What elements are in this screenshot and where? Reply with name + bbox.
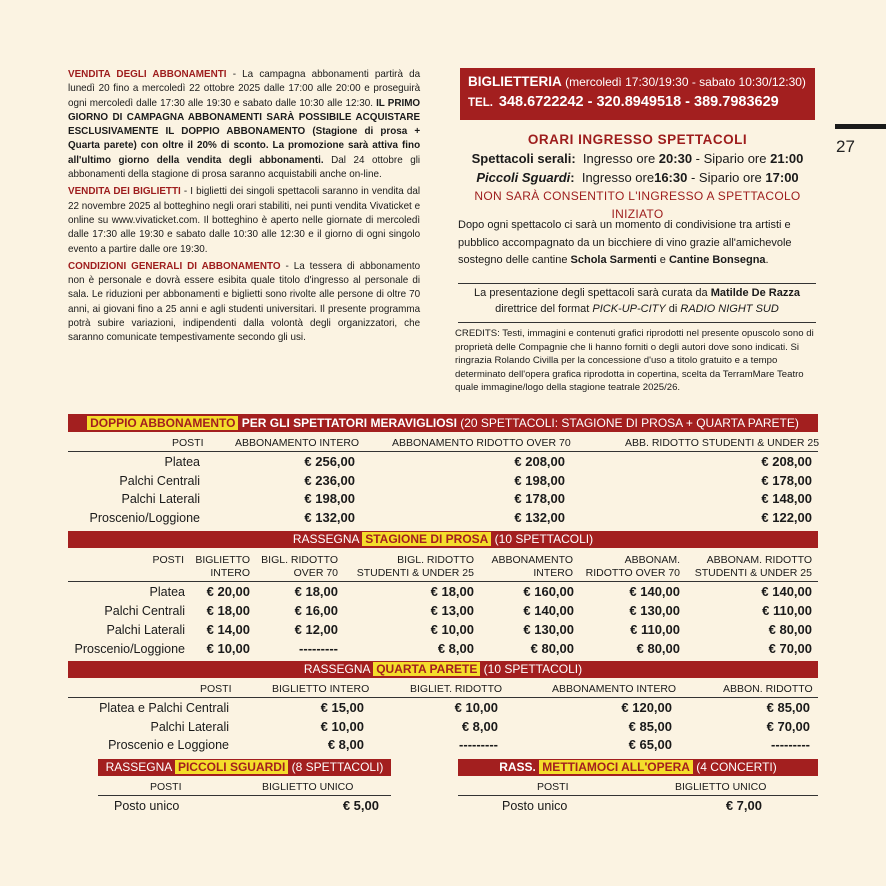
orari-heading: ORARI INGRESSO SPETTACOLI <box>527 132 748 147</box>
price-cell: € 85,00 <box>766 700 810 715</box>
price-cell: € 256,00 <box>304 454 355 469</box>
price-cell: € 178,00 <box>514 491 565 506</box>
divider <box>68 581 818 582</box>
price-cell: --------- <box>459 737 498 752</box>
dopo-spettacolo-text: Dopo ogni spettacolo ci sarà un momento di condivisione tra artisti e pubblico accompagnato da un bicchiere di vino grazie all'amichevole sostegno delle cantine Schola Sarmenti e Cantine Bonsegna. <box>458 219 792 266</box>
divider <box>98 795 391 796</box>
price-cell: --------- <box>771 737 810 752</box>
prosa-header: ABBONAMENTO <box>491 554 573 566</box>
divider <box>68 697 818 698</box>
prosa-header: STUDENTI & UNDER 25 <box>356 567 474 579</box>
price-cell: € 18,00 <box>294 584 338 599</box>
price-cell: € 198,00 <box>304 491 355 506</box>
divider <box>458 795 818 796</box>
phone-numbers[interactable]: 348.6722242 - 320.8949518 - 389.7983629 <box>498 94 779 110</box>
price-cell: --------- <box>299 641 338 656</box>
piccoli-header-posti: POSTI <box>150 781 182 793</box>
abbonamenti-paragraph: VENDITA DEGLI ABBONAMENTI - La campagna abbonamenti partirà da lunedì 20 fino a mercoledì 22 ottobre 2025 dalle 17:00 alle 20:00 e proseguirà ogni mercoledì dalle 17:30 alle 19:30 e sabato dalle 10:30 alle 12:30. IL PRIMO GIORNO DI CAMPAGNA ABBONAMENTI SARÀ POSSIBILE ACQUISTARE ESCLUSIVAMENTE IL DOPPIO ABBONAMENTO (Stagione di prosa + Quarta parete) con oltre il 20% di sconto. La promozione sarà attiva fino all'ultimo giorno della vendita degli abbonamenti. Dal 24 ottobre gli abbonamenti della stagione di prosa saranno acquistabili anche on-line. <box>68 69 421 181</box>
prosa-header: ABBONAM. <box>624 554 680 566</box>
price-cell: € 130,00 <box>629 603 680 618</box>
price-cell: € 14,00 <box>206 622 250 637</box>
quarta-header-ridotto: BIGLIET. RIDOTTO <box>410 683 502 695</box>
price-cell: € 8,00 <box>437 641 474 656</box>
late-entry-warning: NON SARÀ CONSENTITO L'INGRESSO A SPETTACOLO INIZIATO <box>474 189 801 221</box>
condizioni-label: CONDIZIONI GENERALI DI ABBONAMENTO <box>68 260 281 272</box>
price-cell: € 208,00 <box>514 454 565 469</box>
divider <box>458 283 816 284</box>
posto-label: Proscenio e Loggione <box>108 738 229 752</box>
price-cell: € 140,00 <box>629 584 680 599</box>
price-cell: € 8,00 <box>461 718 498 734</box>
credits-text: CREDITS: Testi, immagini e contenuti grafici riprodotti nel presente opuscolo sono di proprietà delle Compagnie che li hanno forniti o degli autori dove sono indicati. Si ringrazia Rolando Civilla per la concessione d'uso a titolo gratuito e a tempo determinato dell'opera grafica riprodotta in copertina, scelta da TerramMare Teatro quale immagine/logo della stagione teatrale 2025/26. <box>455 328 814 394</box>
info-column <box>68 68 420 349</box>
piccoli-header-biglietto: BIGLIETTO UNICO <box>262 781 354 793</box>
biglietteria-title: BIGLIETTERIA <box>468 74 562 89</box>
price-cell: € 140,00 <box>523 603 574 618</box>
posto-label: Palchi Laterali <box>121 492 200 506</box>
price-cell: € 10,00 <box>454 700 498 715</box>
price-cell: € 80,00 <box>768 622 812 637</box>
doppio-header-under25: ABB. RIDOTTO STUDENTI & UNDER 25 <box>625 437 820 449</box>
price-cell: € 10,00 <box>206 641 250 656</box>
price-cell: € 130,00 <box>523 622 574 637</box>
price-cell: € 70,00 <box>768 641 812 656</box>
doppio-header-over70: ABBONAMENTO RIDOTTO OVER 70 <box>392 437 571 449</box>
condizioni-paragraph: CONDIZIONI GENERALI DI ABBONAMENTO - La tessera di abbonamento non è personale e dovrà essere esibita quale titolo d'ingresso al personale di sala. Le riduzioni per abbonamenti e biglietti sono rivolte alle persone di oltre 70 anni, ai giovani fino a 25 anni e agli studenti universitari. Il presente programma potrà subire variazioni, indipendenti dalla volontà degli organizzatori, che saranno comunicate tempestivamente secondo gli usi. <box>68 260 421 344</box>
posto-label: Platea <box>149 585 185 599</box>
price-cell: € 10,00 <box>320 718 364 734</box>
price-cell: € 160,00 <box>523 584 574 599</box>
price-cell: € 178,00 <box>761 472 812 488</box>
price-cell: € 198,00 <box>514 472 565 488</box>
piccoli-price: € 5,00 <box>342 798 379 813</box>
price-cell: € 18,00 <box>430 584 474 599</box>
divider <box>458 322 816 323</box>
price-cell: € 80,00 <box>530 641 574 656</box>
posto-label: Palchi Laterali <box>150 719 229 734</box>
prosa-header: OVER 70 <box>293 567 338 579</box>
prosa-bar: RASSEGNA STAGIONE DI PROSA (10 SPETTACOLI) <box>68 531 818 548</box>
orari-serali-row: Spettacoli serali: Ingresso ore 20:30 - Sipario ore 21:00 <box>471 151 804 166</box>
price-cell: € 8,00 <box>327 737 364 752</box>
quarta-parete-bar: RASSEGNA QUARTA PARETE (10 SPETTACOLI) <box>68 661 818 678</box>
prosa-header: BIGLIETTO <box>195 554 250 566</box>
page-number-bar <box>835 124 886 129</box>
price-cell: € 13,00 <box>430 603 474 618</box>
opera-bar: RASS. METTIAMOCI ALL'OPERA (4 CONCERTI) <box>458 759 818 776</box>
opera-header-biglietto: BIGLIETTO UNICO <box>675 781 767 793</box>
price-cell: € 148,00 <box>761 491 812 506</box>
quarta-header-abbon-ridotto: ABBON. RIDOTTO <box>723 683 813 695</box>
price-cell: € 16,00 <box>294 603 338 618</box>
prosa-header: BIGL. RIDOTTO <box>397 554 474 566</box>
price-cell: € 85,00 <box>628 718 672 734</box>
prosa-header: ABBONAM. RIDOTTO <box>706 554 812 566</box>
prosa-header: POSTI <box>152 554 184 566</box>
prosa-header: BIGL. RIDOTTO <box>261 554 338 566</box>
divider <box>68 451 818 452</box>
price-cell: € 120,00 <box>621 700 672 715</box>
piccoli-posto: Posto unico <box>114 799 180 813</box>
price-cell: € 65,00 <box>628 737 672 752</box>
price-cell: € 15,00 <box>320 700 364 715</box>
tel-label: TEL. <box>468 97 493 109</box>
biglietteria-hours: (mercoledì 17:30/19:30 - sabato 10:30/12:30) <box>561 75 806 89</box>
price-cell: € 132,00 <box>514 509 565 525</box>
presentazione-text: La presentazione degli spettacoli sarà curata da Matilde De Razza direttrice del format PICK-UP-CITY di RADIO NIGHT SUD <box>474 287 800 315</box>
prosa-header: INTERO <box>533 567 573 579</box>
piccoli-sguardi-bar: RASSEGNA PICCOLI SGUARDI (8 SPETTACOLI) <box>98 759 391 776</box>
price-cell: € 208,00 <box>761 454 812 469</box>
posto-label: Proscenio/Loggione <box>74 642 185 656</box>
abbonamenti-label: VENDITA DEGLI ABBONAMENTI <box>68 69 227 80</box>
quarta-header-abbonamento: ABBONAMENTO INTERO <box>552 683 677 695</box>
price-cell: € 110,00 <box>762 603 812 618</box>
posto-label: Palchi Centrali <box>104 604 185 618</box>
price-cell: € 70,00 <box>766 718 810 734</box>
price-cell: € 122,00 <box>761 509 812 525</box>
orari-section <box>456 131 819 223</box>
price-cell: € 10,00 <box>430 622 474 637</box>
biglietteria-box <box>460 68 815 120</box>
page-number: 27 <box>836 137 855 156</box>
price-cell: € 236,00 <box>304 472 355 488</box>
opera-posto: Posto unico <box>502 799 568 813</box>
price-cell: € 20,00 <box>206 584 250 599</box>
posto-label: Platea e Palchi Centrali <box>99 701 229 715</box>
doppio-header-intero: ABBONAMENTO INTERO <box>235 437 360 449</box>
opera-price: € 7,00 <box>725 798 762 813</box>
posto-label: Proscenio/Loggione <box>89 510 200 525</box>
price-cell: € 110,00 <box>630 622 680 637</box>
quarta-header-posti: POSTI <box>200 683 232 695</box>
prosa-header: STUDENTI & UNDER 25 <box>694 567 812 579</box>
posto-label: Platea <box>164 455 200 469</box>
doppio-abbonamento-bar: DOPPIO ABBONAMENTO PER GLI SPETTATORI MERAVIGLIOSI (20 SPETTACOLI: STAGIONE DI PROSA + QUARTA PARETE) <box>68 414 818 432</box>
orari-piccoli-row: Piccoli Sguardi: Ingresso ore16:30 - Sipario ore 17:00 <box>476 170 799 185</box>
price-cell: € 12,00 <box>294 622 338 637</box>
posto-label: Palchi Laterali <box>106 623 185 637</box>
biglietti-paragraph: VENDITA DEI BIGLIETTI - I biglietti dei singoli spettacoli saranno in vendita dal 22 novembre 2025 al botteghino negli orari stabiliti, nei punti vendita Vivaticket e online su www.vivaticket.com. Il botteghino è aperto nelle giornate di mercoledì dalle 17:30 alle 19:30 e sabato dalle 10:30 alle 12:30 e il giorno di ogni singolo evento a partire dalle ore 19:30. <box>68 186 421 255</box>
opera-header-posti: POSTI <box>537 781 569 793</box>
prosa-header: RIDOTTO OVER 70 <box>585 567 680 579</box>
quarta-header-intero: BIGLIETTO INTERO <box>272 683 370 695</box>
prosa-header: INTERO <box>210 567 250 579</box>
posto-label: Palchi Centrali <box>119 473 200 488</box>
doppio-header-posti: POSTI <box>172 437 204 449</box>
price-cell: € 18,00 <box>206 603 250 618</box>
price-cell: € 140,00 <box>761 584 812 599</box>
price-cell: € 80,00 <box>636 641 680 656</box>
biglietti-label: VENDITA DEI BIGLIETTI <box>68 186 181 198</box>
price-cell: € 132,00 <box>304 509 355 525</box>
